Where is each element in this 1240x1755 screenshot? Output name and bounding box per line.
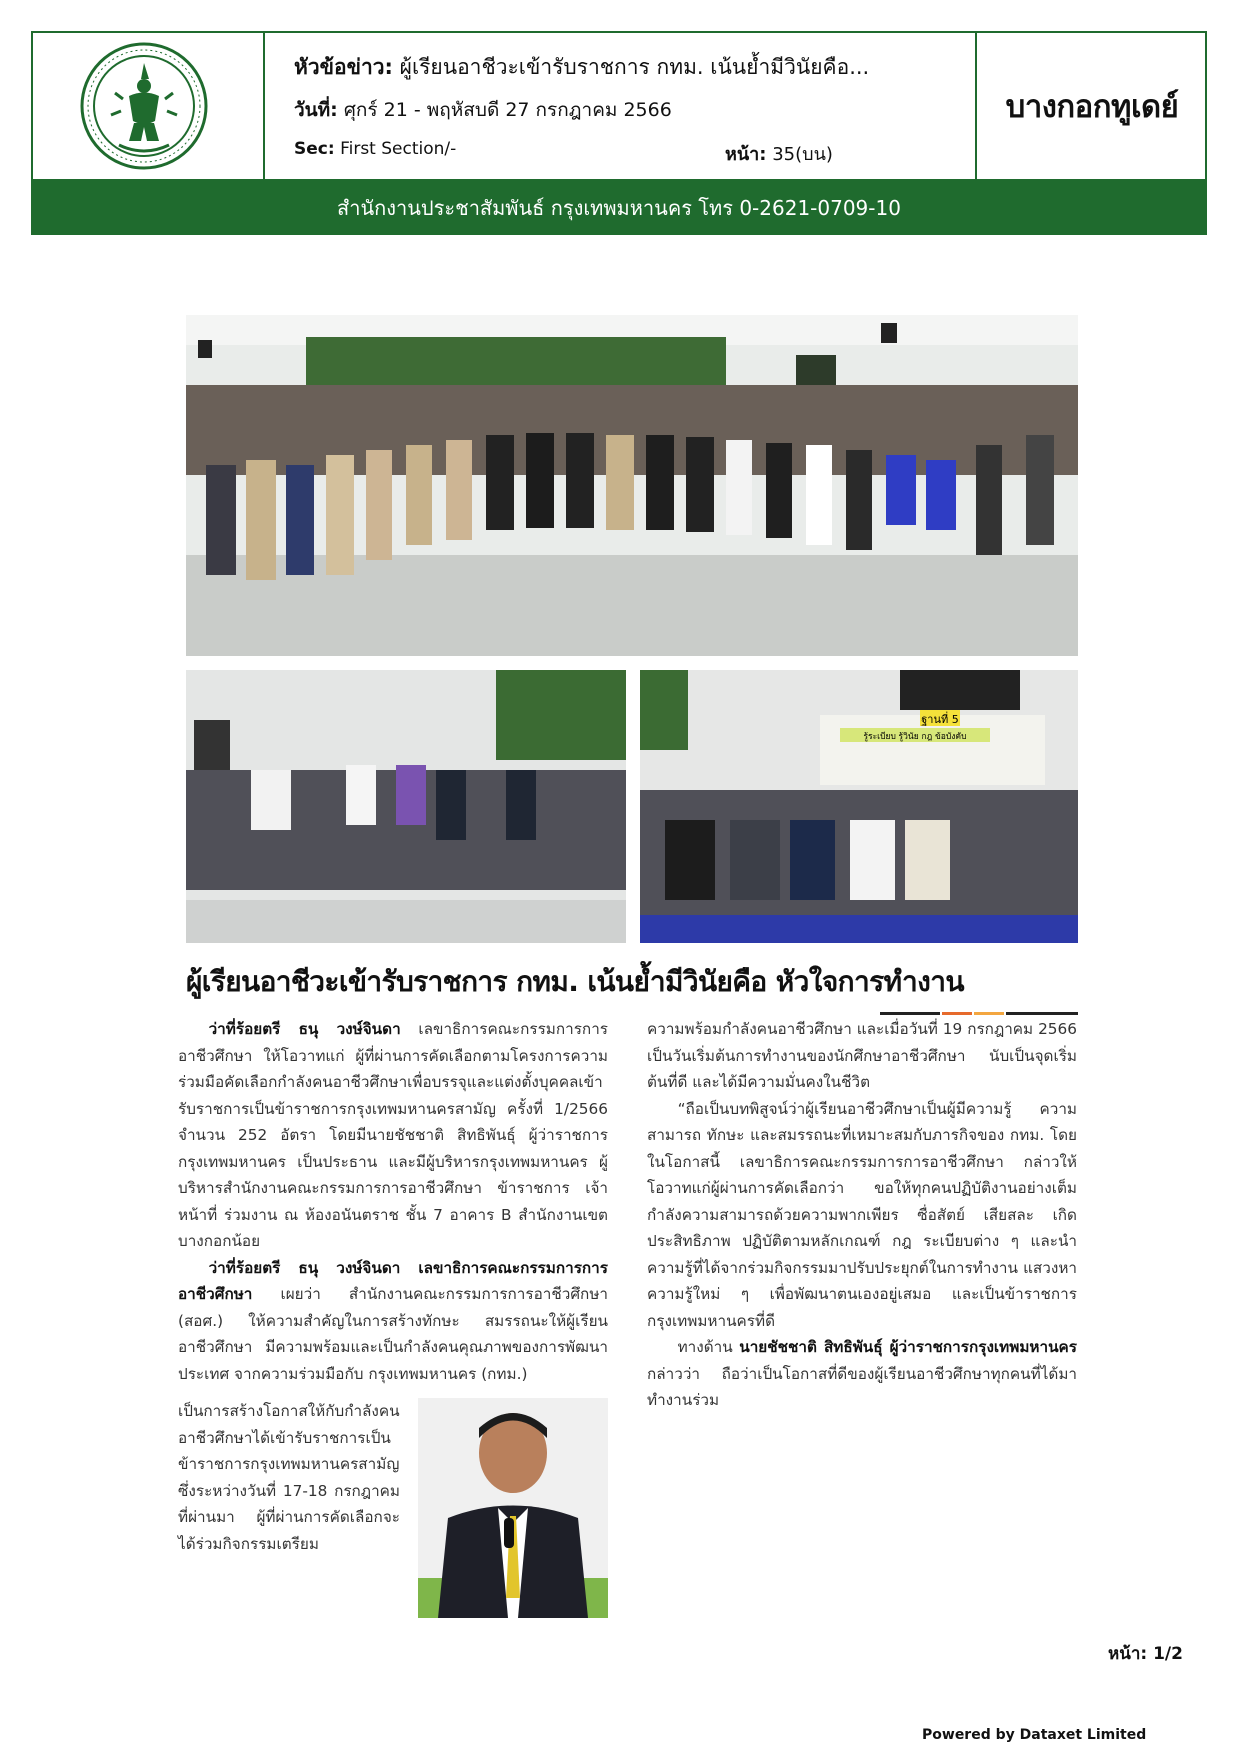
bma-seal-logo (79, 41, 209, 171)
article-column-1 (178, 1016, 608, 1387)
headline-row (294, 51, 869, 84)
info-cell (265, 33, 977, 179)
article-paragraph: ความพร้อมกำลังคนอาชีวศึกษา และเมื่อวันที่ 19 กรกฎาคม 2566 เป็นวันเริ่มต้นการทำงานของนักศึกษาอาชีวศึกษา นับเป็นจุดเริ่มต้นที่ดี และได้มีความมั่นคงในชีวิต (647, 1020, 1077, 1091)
page-row (725, 139, 833, 168)
activity-photo-right (640, 670, 1078, 943)
article-paragraph: เป็นการสร้างโอกาสให้กับกำลังคนอาชีวศึกษาได้เข้ารับราชการเป็นข้าราชการกรุงเทพมหานครสามัญ ซึ่งระหว่างวันที่ 17-18 กรกฎาคม ที่ผ่านมา ผู้ที่ผ่านการคัดเลือกจะได้ร่วมกิจกรรมเตรียม (178, 1402, 400, 1553)
rules-sign-text: รู้ระเบียบ รู้วินัย กฎ ข้อบังคับ (863, 732, 967, 742)
article-column-1-continued (178, 1398, 400, 1557)
section-value: First Section/- (340, 139, 457, 159)
article-paragraph (178, 1255, 608, 1388)
activity-photo-right-graphic (640, 670, 1078, 943)
article-column-2 (647, 1016, 1077, 1414)
headline-label: หัวข้อข่าว: (294, 55, 393, 79)
page-label: หน้า: (725, 144, 767, 165)
article-headline: ผู้เรียนอาชีวะเข้ารับราชการ กทม. เน้นย้ำมีวินัยคือ หัวใจการทำงาน (186, 965, 964, 998)
paragraph-text: ทางด้าน (677, 1338, 740, 1356)
headline-rule (880, 1012, 1078, 1015)
group-photo-graphic (186, 315, 1078, 656)
paragraph-text: เผยว่า สำนักงานคณะกรรมการการอาชีวศึกษา (สอศ.) ให้ความสำคัญในการสร้างทักษะ สมรรถนะให้ผู้เรียนอาชีวศึกษา มีความพร้อมและเป็นกำลังคนคุณภาพของการพัฒนาประเทศ จากความร่วมมือกับ กรุงเทพมหานคร (กทม.) (178, 1285, 608, 1383)
paragraph-lead: ว่าที่ร้อยตรี ธนุ วงษ์จินดา (208, 1020, 401, 1038)
publication-name: บางกอกทูเดย์ (1005, 89, 1179, 125)
section-label: Sec: (294, 139, 335, 159)
office-bar-text: สำนักงานประชาสัมพันธ์ กรุงเทพมหานคร โทร 0-2621-0709-10 (337, 196, 901, 220)
paragraph-text: “ถือเป็นบทพิสูจน์ว่าผู้เรียนอาชีวศึกษาเป็นผู้มีความรู้ ความสามารถ ทักษะ และสมรรถนะที่เหมาะสมกับภารกิจของ กทม. โดยในโอกาสนี้ เลขาธิการคณะกรรมการการอาชีวศึกษา กล่าวให้โอวาทแก่ผู้ผ่านการคัดเลือกว่า ขอให้ทุกคนปฏิบัติงานอย่างเต็มกำลังความสามารถด้วยความพากเพียร ซื่อสัตย์ เสียสละ เกิดประสิทธิภาพ ปฏิบัติตามหลักเกณฑ์ กฎ ระเบียบต่าง ๆ และนำความรู้ที่ได้จากร่วมกิจกรรมมาปรับประยุกต์ในการทำงาน แสวงหาความรู้ใหม่ ๆ เพื่อพัฒนาตนเองอยู่เสมอ และเป็นข้าราชการกรุงเทพมหานครที่ดี (647, 1099, 1077, 1330)
publication-cell (977, 33, 1207, 179)
article-paragraph (178, 1016, 608, 1255)
headline-value: ผู้เรียนอาชีวะเข้ารับราชการ กทม. เน้นย้ำมีวินัยคือ... (399, 55, 870, 79)
group-photo (186, 315, 1078, 656)
station-sign-text: ฐานที่ 5 (921, 713, 959, 726)
paragraph-text: เลขาธิการคณะกรรมการการอาชีวศึกษา ให้โอวาทแก่ ผู้ที่ผ่านการคัดเลือกตามโครงการความร่วมมือคัดเลือกกำลังคนอาชีวศึกษาเพื่อบรรจุและแต่งตั้งบุคคลเข้ารับราชการเป็นข้าราชการกรุงเทพมหานครสามัญ ครั้งที่ 1/2566 จำนวน 252 อัตรา โดยมีนายชัชชาติ สิทธิพันธุ์ ผู้ว่าราชการกรุงเทพมหานคร เป็นประธาน และมีผู้บริหารกรุงเทพมหานคร ผู้บริหารสำนักงานคณะกรรมการการอาชีวศึกษา ข้าราชการ เจ้าหน้าที่ ร่วมงาน ณ ห้องอนันตราช ชั้น 7 อาคาร B สำนักงานเขตบางกอกน้อย (178, 1020, 608, 1250)
paragraph-text: กล่าวว่า ถือว่าเป็นโอกาสที่ดีของผู้เรียนอาชีวศึกษาทุกคนที่ได้มาทำงานร่วม (647, 1364, 1077, 1409)
date-value: ศุกร์ 21 - พฤหัสบดี 27 กรกฎาคม 2566 (343, 99, 672, 121)
speaker-portrait-graphic (418, 1398, 608, 1618)
article-paragraph (647, 1334, 1077, 1414)
paragraph-lead: นายชัชชาติ สิทธิพันธุ์ ผู้ว่าราชการกรุงเทพมหานคร (739, 1338, 1077, 1356)
date-row (294, 95, 672, 125)
speaker-portrait (418, 1398, 608, 1618)
section-row (294, 139, 456, 159)
clipping-header (31, 31, 1207, 181)
office-bar (31, 181, 1207, 235)
page-value: 35(บน) (772, 144, 833, 165)
paragraph-lead: ว่าที่ร้อยตรี ธนุ วงษ์จินดา เลขาธิการคณะกรรมการการอาชีวศึกษา (178, 1258, 608, 1303)
article-paragraph (647, 1096, 1077, 1335)
powered-by: Powered by Dataxet Limited (922, 1727, 1147, 1743)
date-label: วันที่: (294, 99, 338, 121)
page-number: หน้า: 1/2 (1108, 1644, 1183, 1664)
logo-cell (33, 33, 265, 179)
activity-photo-left-graphic (186, 670, 626, 943)
activity-photo-left (186, 670, 626, 943)
